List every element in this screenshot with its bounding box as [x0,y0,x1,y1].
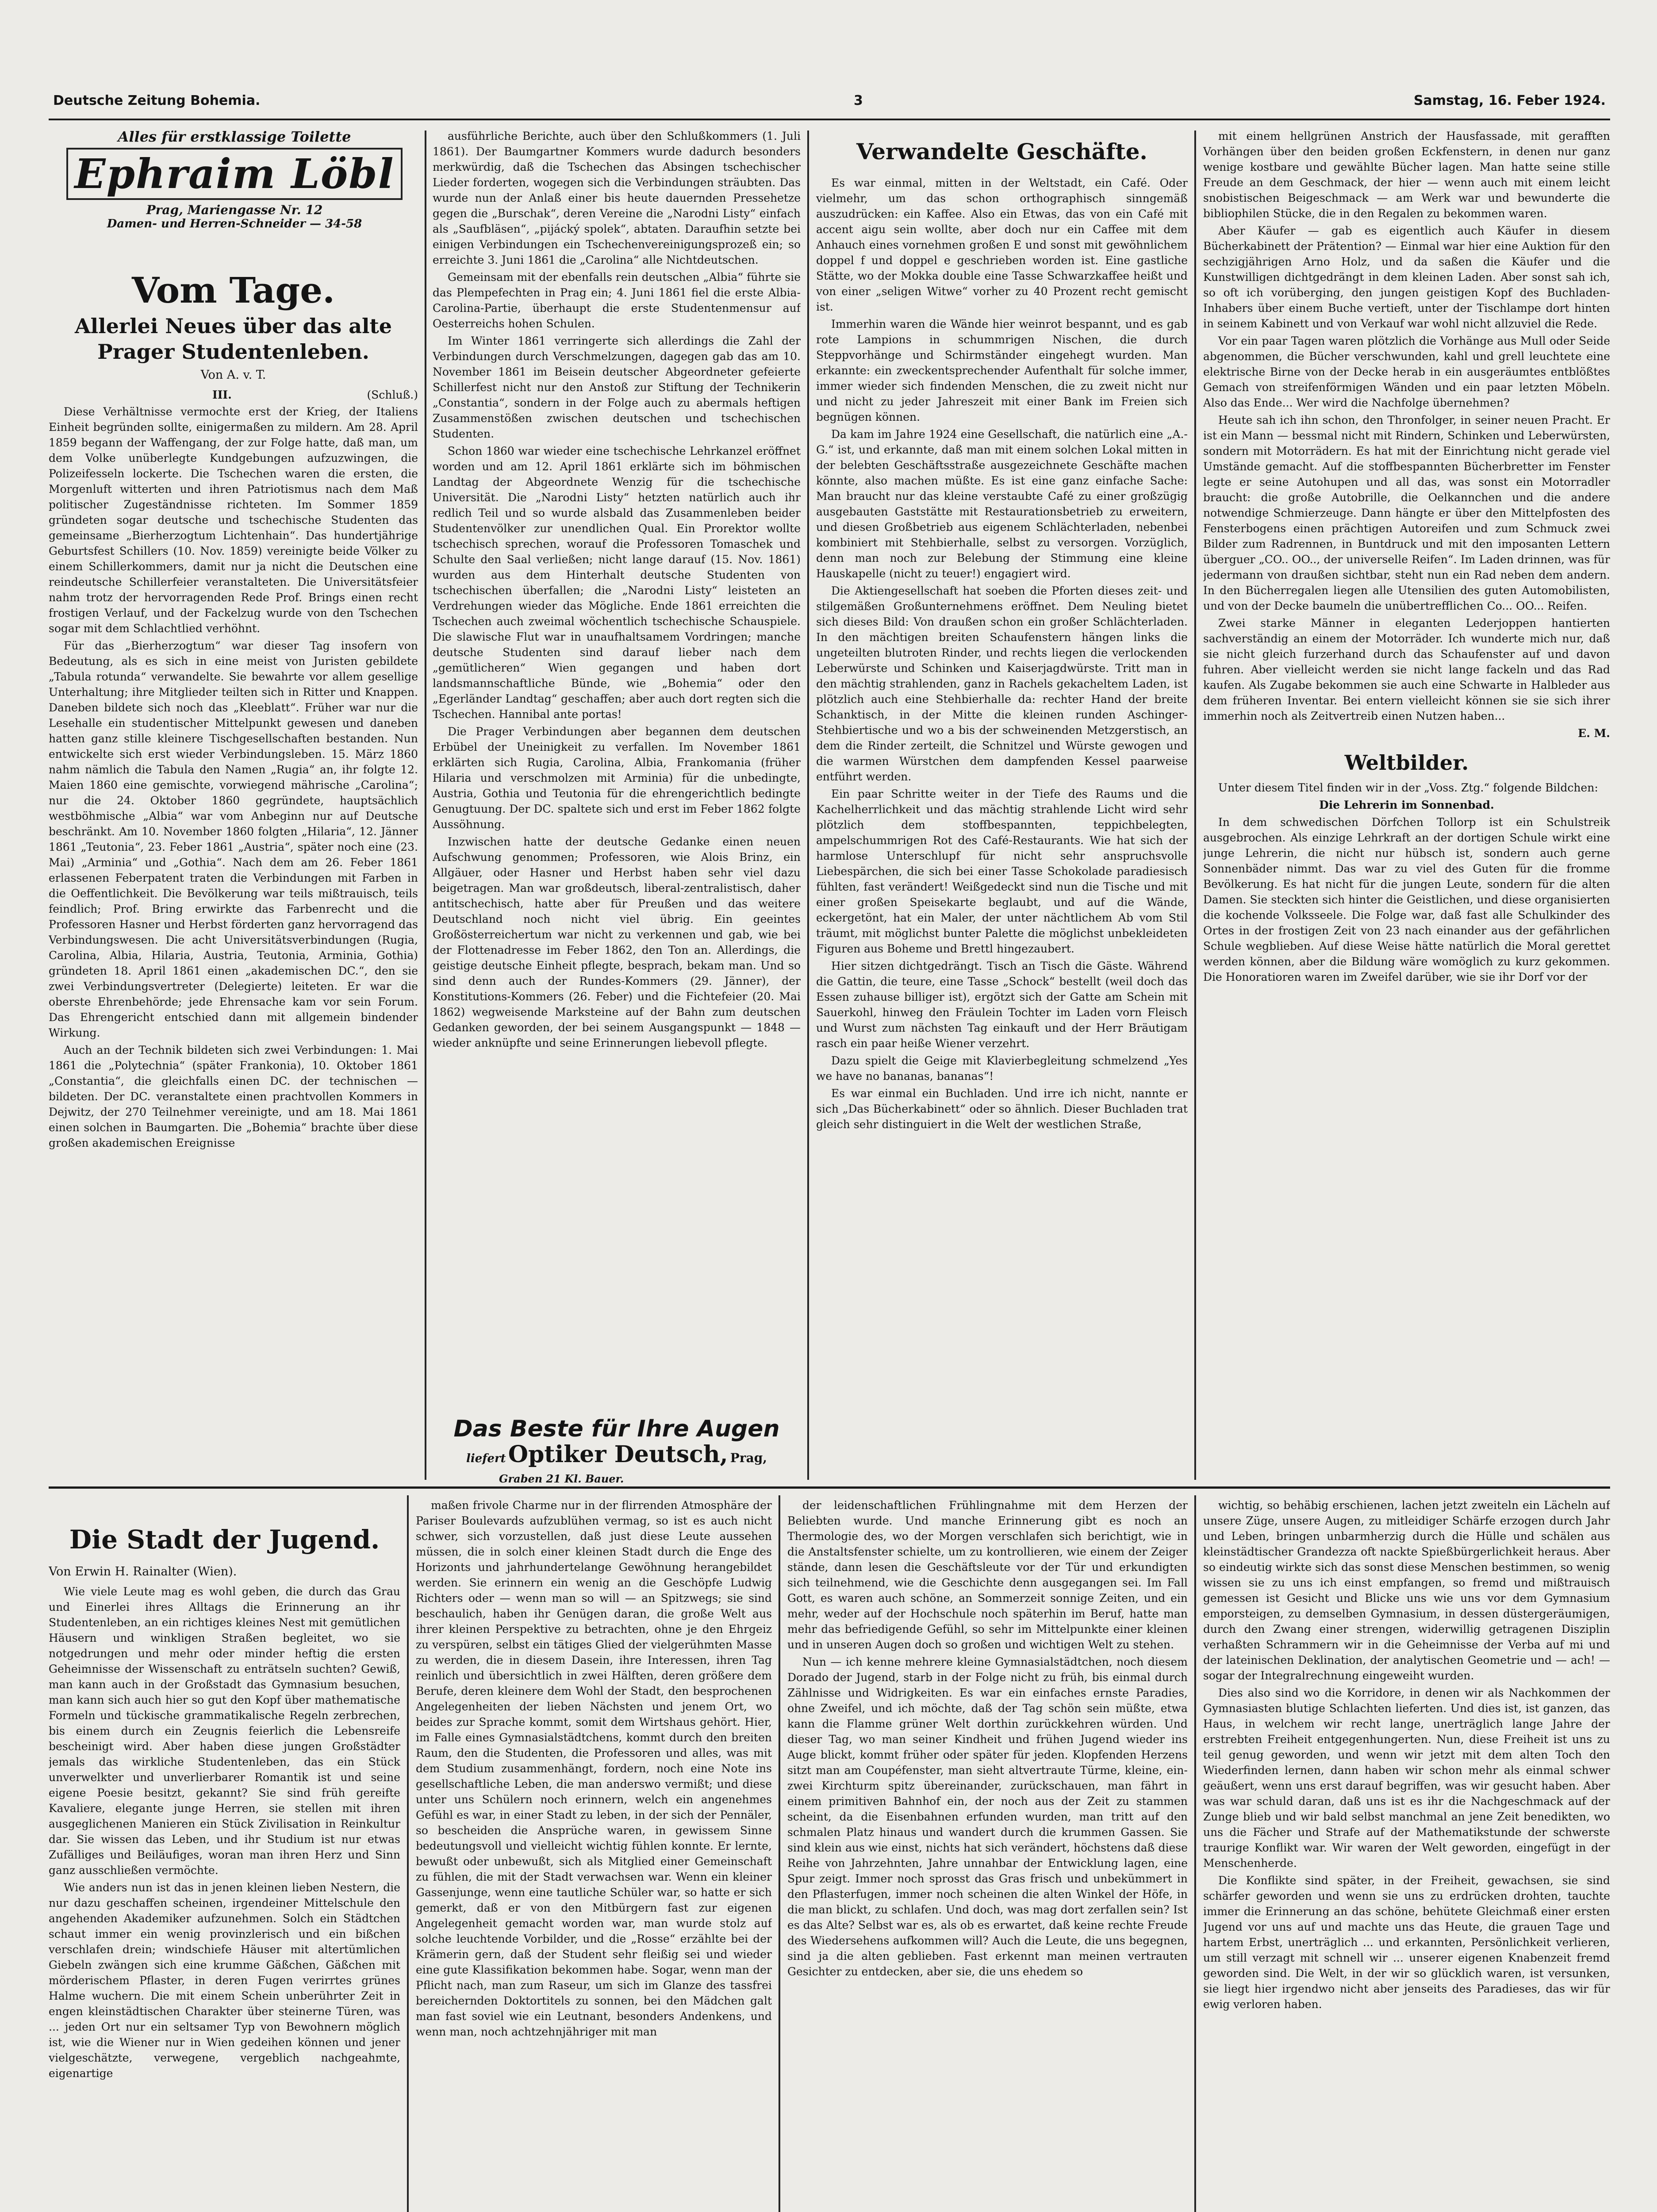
section-divider [49,1486,1610,1489]
article-vom-tage-continued [433,128,801,1411]
article-stadt-der-jugend-col4 [1203,1498,1610,2212]
ad-ephraim-loebl [49,128,420,261]
paragraph: ausführliche Berichte, auch über den Schlußkommers (1. Juli 1861). Der Baumgartner Kommers wurde dadurch besonders merkwürdig, daß die Tschechen das Absingen tschechischer Lieder forderten, wogegen sich die Verbindungen sträubten. Das wurde nun der Anlaß einer bis heute dauernden Pressehetze gegen die „Burschak“, deren Vereine die „Narodni Listy“ einfach als „Saufbläsen“, „pijácký spolek“, abtaten. Daraufhin setzte bei einigen Verbindungen ein Tschechenvereinigungsprozeß ein; so erreichte 3. Juni 1861 die „Carolina“ alle Nichtdeutschen. [433,130,801,266]
ad-address: Prag, Mariengasse Nr. 12 [146,203,323,217]
running-head-left: Deutsche Zeitung Bohemia. [53,93,261,108]
ad-shop-name: Optiker Deutsch, [508,1441,728,1468]
page-number: 3 [854,93,863,108]
paragraph: Zwei starke Männer in eleganten Lederjoppen hantierten sachverständig an einem der Motorräder. Ich wunderte mich nur, daß sie nicht gleich furzerhand durch das Schaufenster auf und davon fuhren. Aber vielleicht werden sie nicht lange fackeln und das Rad kaufen. Als Zugabe bekommen sie auch eine Schwarte in Halbleder aus dem früheren Inventar. Bei entern vielleicht können sie sie sich ihrer immerhin noch als Zeitvertreib einen Nutzen haben... [1203,617,1610,722]
continuation-note: (Schluß.) [367,388,418,401]
paragraph: Vor ein paar Tagen waren plötzlich die Vorhänge aus Mull oder Seide abgenommen, die Bücher verschwunden, kahl und grell leuchtete eine elektrische Birne von der Decke herab in ein ausgeräumtes entblößtes Gemach von streifenförmigen Wänden und ein paar letzten Möbeln. Also das Ende... Wer wird die Nachfolge übernehmen? [1203,334,1610,409]
column-rule [1194,131,1196,1480]
paragraph: Aber Käufer — gab es eigentlich auch Käufer in diesem Bücherkabinett der Prätention? — Einmal war hier eine Auktion für den sechzigjährigen Arno Holz, und da saßen die Käufer und die Kunstwilligen dichtgedrängt in dem kleinen Laden. Aber sonst sah ich, so oft ich vorüberging, den jungen geistigen Kopf des Buchladen-Inhabers über einem Buche vertieft, unter der Tischlampe dort hinten in seinem Kabinett und von Verkauf war wohl nicht allzuviel die Rede. [1203,224,1610,330]
ad-tagline: Alles für erstklassige Toilette [118,128,351,145]
column-rule [407,1495,409,2212]
paragraph: Da kam im Jahre 1924 eine Gesellschaft, die natürlich eine „A.-G.“ ist, und erkannte, daß man mit einem solchen Lokal mitten in der belebten Geschäftsstraße ausgezeichnete Geschäfte machen könnte, also machen müßte. Es ist eine ganz einfache Sache: Man braucht nur das kleine verstaubte Café zu einer großzügig ausgebauten Gaststätte mit Restaurationsbetrieb zu erweitern, und diesen Großbetrieb aus eigenem Schlächterladen, nebenbei kombiniert mit Stehbierhalle, selbst zu versorgen. Vorzüglich, denn man noch zur Belebung der Stimmung eine kleine Hauskapelle (nicht zu teuer!) engagiert wird. [816,428,1188,580]
article-verwandelte-geschaefte [816,128,1188,1482]
ad-optiker-deutsch [433,1416,801,1485]
ad-name: Ephraim Löbl [66,148,403,200]
paragraph: maßen frivole Charme nur in der flirrenden Atmosphäre der Pariser Boulevards aufzublühen vermag, so ist es auch nicht schwer, sich vorzustellen, daß just diese Leute aussehen müssen, die in solch einer kleinen Stadt durch die Enge des Horizonts und jahrhundertelange Gewöhnung herangebildet werden. Sie erinnern ein wenig an die Geschöpfe Ludwig Richters oder — wenn man so will — an Spitzwegs; sie sind beschaulich, haben ihr Genügen daran, die große Welt aus ihrer kleinen Perspektive zu betrachten, ohne je den Ehrgeiz zu verspüren, selbst ein tätiges Glied der vielgerühmten Masse zu werden, die in diesem Dasein, ihre Interessen, ihren Tag reinlich und übersichtlich in zwei Hälften, deren größere dem Berufe, deren kleinere dem Wohl der Stadt, den besprochenen Angelegenheiten der lieben Nächsten und jenem Ort, wo beides zur Sprache kommt, somit dem Wirtshaus gehört. Hier, im Falle eines Gymnasialstädtchens, kommt durch den breiten Raum, den die Studenten, die Professoren und alles, was mit dem Studium zusammenhängt, fordern, noch eine Note ins gesellschaftliche Leben, die man anderswo vermißt; und diese unter uns Schülern noch erinnern, welch ein angenehmes Gefühl es war, in einer Stadt zu leben, in der sich der Pennäler, so bescheiden die Ansprüche waren, in gewissem Sinne bedeutungsvoll und vielleicht wichtig fühlen konnte. Er lernte, bewußt oder unbewußt, sich als Mitglied einer Gemeinschaft zu fühlen, die mit der Stadt verwachsen war. Wenn ein kleiner Gassenjunge, wenn eine tautliche Schüler war, so hatte er sich gemerkt, daß er von den Mitbürgern fast zur eigenen Angelegenheit gemacht worden war, man wurde stolz auf solche leuchtende Vorbilder, und die „Rosse“ erzählte bei der Krämerin gern, daß der Student sehr fleißig sei und wieder eine gute Klassifikation bekommen habe. Sogar, wenn man der Pflicht nach, man zum Raseur, um sich im Glanze des tassfrei bereichernden Doktortitels zu sonnen, bei den Mädchen galt man fast soviel wie ein Leutnant, besonders Andenkens, und wenn man, noch achtzehnjähriger mit man [416,1499,772,2038]
column-rule [779,1495,780,2212]
article-subhead: Die Lehrerin im Sonnenbad. [1319,799,1494,811]
paragraph: mit einem hellgrünen Anstrich der Hausfassade, mit gerafften Vorhängen über den beiden großen Eckfenstern, in denen nur ganz wenige kostbare und gewählte Bücher lagen. Man hatte seine stille Freude an dem Geschmack, der hier — wenn auch mit einem leicht snobistischen Beigeschmack — am Werk war und bewunderte die bibliophilen Stücke, die in den Regalen zu bekommen waren. [1203,130,1610,220]
paragraph: Wie viele Leute mag es wohl geben, die durch das Grau und Einerlei ihres Alltags die Erinnerung an ihr Studentenleben, an ein richtiges kleines Nest mit gemütlichen Häusern und winkligen Straßen begleitet, wo sie notgedrungen und mehr oder minder heftig die ersten Geheimnisse der Wissenschaft zu enträtseln suchten? Gewiß, man kann auch in der Großstadt das Gymnasium besuchen, man kann sich auch hier so gut den Kopf über mathematische Formeln und tückische grammatikalische Regeln zerbrechen, bis einem durch ein Zeugnis feierlich die Lebensreife bescheinigt wird. Aber haben diese jungen Großstädter jemals das wirkliche Studentenleben, das ein Stück unverwelkter und unverlierbarer Romantik ist und seine eigene Poesie besitzt, gekannt? Sie sind früh gereifte Kavaliere, elegante junge Herren, sie stellen mit ihren ausgeglichenen Manieren ein Stück Zivilisation in Reinkultur dar. Sie wissen das Leben, und ihr Studium ist nur etwas Zufälliges und Beiläufiges, woran man ihren Herz und Sinn ganz ausschließen vermöchte. [49,1585,400,1877]
part-line [49,387,418,404]
ad-services: Damen- und Herren-Schneider — 34-58 [107,217,362,230]
article-intro: Unter diesem Titel finden wir in der „Voss. Ztg.“ folgende Bildchen: [1218,781,1598,794]
article-title: Weltbilder. [1344,751,1469,775]
article-stadt-der-jugend-col3 [787,1498,1188,2212]
article-title: Verwandelte Geschäfte. [856,138,1147,165]
ad-pre: liefert [466,1452,506,1465]
article-vom-tage [49,270,418,1482]
running-head-date: Samstag, 16. Feber 1924. [1413,93,1606,108]
paragraph: Es war einmal ein Buchladen. Und irre ich nicht, nannte er sich „Das Bücherkabinett“ oder so ähnlich. Dieser Buchladen trat gleich sehr distinguiert in die Welt der westlichen Straße, [816,1087,1188,1131]
paragraph: Die Prager Verbindungen aber begannen dem deutschen Erbübel der Uneinigkeit zu verfallen. Im November 1861 erklärten sich Rugia, Carolina, Albia, Frankomania (früher Hilaria und verschmolzen mit Arminia) für die unbedingte, Austria, Gothia und Teutonia für die ehrengerichtlich bedingte Genugtuung. Der DC. spaltete sich und erst im Feber 1862 folgte Aussöhnung. [433,725,801,831]
paragraph: Die Konflikte sind später, in der Freiheit, gewachsen, sie sind schärfer geworden und wenn sie uns zu erdrücken drohten, tauchte immer die Erinnerung an das schöne, behütete Gleichmaß einer ersten Jugend vor uns auf und machte uns das Heute, die grauen Tage und hartem Erbst, unerträglich ... und erkannten, Persönlichkeit verlieren, um still verzagt mit schnell wir ... unserer eigenen Knabenzeit fremd geworden sind. Die Welt, in der wir so glücklich waren, ist versunken, sie liegt hier irgendwo nicht aber jenseits des Paradieses, das wir für ewig verloren haben. [1203,1874,1610,2011]
article-subtitle: Allerlei Neues über das alte Prager Studentenleben. [74,314,392,364]
ad-headline: Das Beste für Ihre Augen [453,1416,780,1442]
paragraph: Schon 1860 war wieder eine tschechische Lehrkanzel eröffnet worden und am 12. April 1861 erklärte sich im böhmischen Landtag der Abgeordnete Wenzig für die tschechische Universität. Die „Narodni Listy“ hetzten natürlich auch ihr redlich Teil und so wurde alsbald das Zusammenleben beider Studentenvölker zur unendlichen Qual. Ein Prorektor wollte tschechisch sprechen, worauf die Professoren Tomaschek und Schulte den Saal verließen; nicht lange darauf (15. Nov. 1861) wurden aus dem Hinterhalt deutsche Studenten von tschechischen überfallen; die „Narodni Listy“ leisteten an Verdrehungen wieder das Mögliche. Ende 1861 erreichten die Tschechen auch zweimal wöchentlich tschechische Schauspiele. Die slawische Flut war in unaufhaltsamem Vordringen; manche deutsche Studenten sind darauf lieber nach dem „gemütlicheren“ Wien gegangen und haben dort landsmannschaftliche Bünde, wie „Bohemia“ oder den „Egerländer Landtag“ geschaffen; aber auch dort regten sich die Tschechen. Hannibal ante portas! [433,445,801,721]
running-head [49,88,1610,120]
paragraph: Im Winter 1861 verringerte sich allerdings die Zahl der Verbindungen durch Verschmelzungen, dagegen gab das am 10. November 1861 im Beisein deutscher Abgeordneter gefeierte Schillerfest nicht nur den Anstoß zur Stiftung der Technikerin „Constantia“, sondern in der Folge auch zu abermals heftigen Zusammenstößen zwischen deutschen und tschechischen Studenten. [433,334,801,440]
paragraph: Heute sah ich ihn schon, den Thronfolger, in seiner neuen Pracht. Er ist ein Mann — bessmal nicht mit Rindern, Schinken und Leberwürsten, sondern mit Motorrädern. Es hat mit der Einrichtung nicht gerade viel Umstände gemacht. Auf die stoffbespannten Bücherbretter im Fenster legte er seine Autohupen und all das, was sonst ein Motorradler braucht: die große Autobrille, die Oelkannchen und die andere notwendige Schmierzeuge. Dann hängte er über den Mittelpfosten des Fensterbogens einen prächtigen Autoreifen und zum Schmuck zwei Bilder zum Radrennen, in Buntdruck und mit den imposanten Lettern überguer „CO.. OO.., der universelle Reifen“. Im Laden drinnen, was für jedermann von draußen sichtbar, steht nun ein Rad neben dem andern. In den Bücherregalen liegen alle Utensilien des guten Automobilisten, und von der Decke baumeln die unübertrefflichen Co... OO... Reifen. [1203,414,1610,612]
paragraph: Die Aktiengesellschaft hat soeben die Pforten dieses zeit- und stilgemäßen Großunternehmens eröffnet. Dem Neuling bietet sich dieses Bild: Von draußen schon ein großer Schlächterladen. In den mächtigen breiten Schaufenstern hängen links die ungeteilten blutroten Rinder, und rechts liegen die verlockenden Leberwürste und Schinken und Kaiserjagdwürste. Tritt man in den mächtig strahlenden, ganz in Rachels gekacheltem Laden, ist plötzlich auch eine Stehbierhalle da: rechter Hand der breite Schanktisch, in der Mitte die kleinen runden Aschinger-Stehbiertische und wo a bis der schweinenden Metzgerstisch, an dem die Rinder zerteilt, die Schnitzel und Würste gewogen und die warmen Würstchen dem dampfenden Kessel paarweise entführt werden. [816,584,1188,783]
ad-city: Prag, [730,1451,767,1465]
paragraph: Nun — ich kenne mehrere kleine Gymnasialstädtchen, noch diesem Dorado der Jugend, starb in der Folge nicht zu früh, bis einmal durch Zählnisse und Widrigkeiten. Es war ein einfaches ernste Paradies, ohne Zweifel, und ich möchte, daß der Tag schön sein müßte, etwa kann die Flamme grüner Welt dorthin zurückkehren würden. Und dieser Tag, wo man seiner Kindheit und frühen Jugend wieder ins Auge blickt, kommt früher oder später für jeden. Klopfenden Herzens sitzt man am Coupéfenster, man sieht altvertraute Türme, kleine, ein-zwei Kirchturm spitz übereinander, zurückschauen, man fährt in einem primitiven Bahnhof ein, der noch aus der Zeit zu stammen scheint, da die Eisenbahnen erfunden wurden, man tritt auf den schmalen Platz hinaus und wandert durch die krummen Gassen. Sie sind klein aus wie einst, nichts hat sich verändert, höchstens daß diese Reihe von Jahrzehnten, Jahre unnahbar der Entwicklung lagen, eine Spur zeigt. Immer noch sprosst das Gras frisch und unbekümmert in den Pflasterfugen, immer noch scheinen die alten Winkel der Höfe, in die man blickt, zu schlafen. Und doch, was mag dort zerfallen sein? Ist es das Alte? Selbst war es, als ob es erwartet, daß keine rechte Freude des Wiedersehens aufkommen will? Auch die Leute, die uns begegnen, sind ja die alten geblieben. Fast erkennt man meinen vertrauten Gesichter zu entdecken, aber sie, die uns ehedem so [787,1655,1188,1978]
paragraph: Ein paar Schritte weiter in der Tiefe des Raums und die Kachelherrlichkeit und das mächtig strahlende Licht wird sehr plötzlich dem stoffbespannten, teppichbelegten, ampelschummrigen Rot des Café-Restaurants. Wie hat sich der harmlose Unterschlupf für nicht sehr anspruchsvolle Liebespärchen, die sich bei einer Tasse Schokolade paradiesisch fühlten, fast verändert! Weißgedeckt sind nun die Tische und mit einer großen Speisekarte beglaubt, und auf die Wände, eckergetönt, hat ein Maler, der unter nächtlichem Ab vom Stil träumt, mit möglichst bunter Palette die möglichst unbekleideten Figuren aus Boheme und Brettl hingezaubert. [816,787,1188,955]
paragraph: Diese Verhältnisse vermochte erst der Krieg, der Italiens Einheit begründen sollte, einigermaßen zu mildern. Am 28. April 1859 begann der Waffengang, der zur Folge hatte, daß man, um dem Volke unüberlegte Kundgebungen aufzuzwingen, die Polizeifesseln lockerte. Die Tschechen waren die ersten, die Morgenluft witterten und ihren Patriotismus nach dem Maß politischer Zugeständnisse richteten. Im Sommer 1859 gründeten sogar deutsche und tschechische Studenten das gemeinsame „Bierherzogtum Lichtenhain“. Das hundertjährige Geburtsfest Schillers (10. Nov. 1859) vereinigte beide Völker zu einem Schillerkommers, damit nur ja nicht die Deutschen eine reindeutsche Schillerfeier veranstalteten. Die Universitätsfeier nahm trotz der hervorragenden Rede Prof. Brings einen recht frostigen Verlauf, und der Fackelzug wurde von den Tschechen sogar mit dem Schlachtlied verhöhnt. [49,405,418,635]
article-byline: Von A. v. T. [200,368,266,382]
paragraph: Auch an der Technik bildeten sich zwei Verbindungen: 1. Mai 1861 die „Polytechnia“ (später Frankonia), 10. Oktober 1861 „Constantia“, die gleichfalls einen DC. der technischen — bildeten. Der DC. veranstaltete einen prachtvollen Kommers in Dejwitz, der 270 Teilnehmer vereinigte, und am 18. Mai 1861 einen solchen in Baumgarten. Die „Bohemia“ brachte über diese großen akademischen Ereignisse [49,1044,418,1149]
paragraph: Wie anders nun ist das in jenen kleinen lieben Nestern, die nur dazu geschaffen scheinen, irgendeiner Mittelschule den angehenden Akademiker aufzunehmen. Solch ein Städtchen schaut immer ein wenig provinzlerisch und ein bißchen verschlafen drein; windschiefe Häuser mit altertümlichen Giebeln zwängen sich eine krumme Gäßchen, Gäßchen mit mörderischem Pflaster, in deren Fugen verirrtes grünes Halme wuchern. Die mit einem Schein unberührter Zeit in engen kleinstädtischen Charakter über steinerne Türen, was ... jeden Ort nur ein seltsamer Typ von Bewohnern möglich ist, wie die Wiener nur in Wien gedeihen können und jener vielgeschätzte, verwegene, vergeblich nachgeahmte, eigenartige [49,1881,400,2080]
paragraph: Dies also sind wo die Korridore, in denen wir als Nachkommen der Gymnasiasten blutige Schlachten lieferten. Und dies ist, ist ganzen, das Haus, in welchem wir recht lange, unerträglich lange Jahre der erstrebten Freiheit entgegenhungerten. Nun, diese Freiheit ist uns zu teil genug geworden, und wenn wir jetzt mit dem alten Toch den Wiederfinden lernen, dann haben wir schon mehr als einmal schwer geäußert, wenn uns erst darauf begriffen, was wir gesucht haben. Aber was war schuld daran, daß uns ist es ihr die Nachgeschmack auf der Zunge blieb und wir bald selbst manchmal an jene Zeit benedikten, wo uns die Fächer und Strafe auf der Mathematikstunde der schwerste traurige Konflikt war. Wir waren der Welt geworden, eingefügt in der Menschenherde. [1203,1686,1610,1870]
paragraph: Immerhin waren die Wände hier weinrot bespannt, und es gab rote Lampions in schummrigen Nischen, die durch Steppvorhänge und Schirmständer eingehegt wurden. Man erkannte: ein zweckentsprechender Aufenthalt für solche immer, immer wieder sich findenden Menschen, die zu zweit nicht nur und nicht zu jeder Jahreszeit mit einer Bank im Freien sich begnügen können. [816,318,1188,423]
ad-shop-line [433,1442,801,1472]
paragraph: Hier sitzen dichtgedrängt. Tisch an Tisch die Gäste. Während die Gattin, die teure, eine Tasse „Schock“ bestellt (weil doch das Essen zuhause billiger ist), ergötzt sich der Gatte am Schein mit Sauerkohl, hinweg den Fräulein Tochter im Laden vorn Fleisch und Wurst zum nächsten Tag einkauft und der Herr Bräutigam rasch ein paar heiße Wiener verzehrt. [816,960,1188,1050]
column-rule [425,131,426,1480]
article-stadt-der-jugend-col2 [416,1498,772,2212]
paragraph: Inzwischen hatte der deutsche Gedanke einen neuen Aufschwung genommen; Professoren, wie Alois Brinz, ein Allgäuer, oder Hasner und Herbst haben sehr viel dazu beigetragen. Man war großdeutsch, liberal-zentralistisch, daher antitschechisch, hatte aber für Preußen und das weitere Deutschland noch nicht viel übrig. Ein geeintes Großösterreichertum war nicht zu verkennen und gab, wie bei der Flottenadresse im Feber 1862, den Ton an. Allerdings, die geistige deutsche Einheit pflegte, besprach, bekam man. Und so sind denn auch der Rundes-Kommers (29. Jänner), der Konstitutions-Kommers (26. Feber) und die Fichtefeier (20. Mai 1862) wegweisende Marksteine auf der Bahn zum deutschen Gedanken geworden, der bei seinem Ausgangspunkt — 1848 — wieder anknüpfte und seine Erinnerungen liebevoll pflegte. [433,835,801,1049]
column-rule [807,131,809,1480]
part-number: III. [212,388,232,401]
paragraph: Es war einmal, mitten in der Weltstadt, ein Café. Oder vielmehr, um das schon orthographisch sinngemäß auszudrücken: ein Kaffee. Also ein Etwas, das von ein Café mit accent aigu sein wollte, aber doch nur ein Caffee mit dem Anhauch eines vornehmen großen E und sonst mit gewöhnlichem doppel f und doppel e geschrieben worden ist. Eine gastliche Stätte, wo der Mokka double eine Tasse Schwarzkaffee heißt und von einer „seligen Witwe“ vorher zu 40 Prozent recht gemischt ist. [816,177,1188,313]
paragraph: In dem schwedischen Dörfchen Tollorp ist ein Schulstreik ausgebrochen. Als einzige Lehrkraft an der dortigen Schule wirkt eine junge Lehrerin, die nicht nur hübsch ist, sondern auch gerne Sonnenbäder nimmt. Das war zu viel des Guten für die fromme Bevölkerung. Es hat nicht für die jungen Leute, sondern für die alten Damen. Sie steckten sich hinter die Geistlichen, und diese organisierten die kochende Volksseele. Die Folge war, daß fast alle Schulkinder des Ortes in der frostigen Zeit von 23 nach einander aus der gefährlichen Schule wegblieben. Auf diese Weise hätte natürlich die Moral gerettet werden können, aber die Bildung wäre womöglich zu kurz gekommen. Die Honoratioren waren im Zweifel darüber, wie sie ihr Dorf vor der [1203,816,1610,983]
article-title: Vom Tage. [132,270,335,311]
paragraph: Gemeinsam mit der ebenfalls rein deutschen „Albia“ führte sie das Plempefechten in Prag ein; 4. Juni 1861 fiel die erste Albia-Carolina-Partie, überhaupt die erste Studentenmensur auf Oesterreichs hohen Schulen. [433,271,801,330]
article-byline: Von Erwin H. Rainalter (Wien). [49,1565,237,1578]
author-signature: E. M. [1578,727,1610,740]
article-title: Die Stadt der Jugend. [69,1525,380,1555]
paragraph: der leidenschaftlichen Frühlingnahme mit dem Herzen der Beliebten wurde. Und manche Erinnerung gibt es noch an Thermologie des, wo der Morgen verschlafen sich berichtigt, wie in die Anstaltsfenster schielte, um zu kontrollieren, wie einem der Zeiger stände, dann lesen die Geschäftsleute vor der Tür und erkundigten sich teilnehmend, wie die Geschichte denn ausgegangen sei. Im Fall Gott, es waren auch schöne, an Sommerzeit sonnige Zeiten, und ein mehr, weder auf der Hochschule noch späterhin im Beruf, hatte man mehr das befriedigende Gefühl, so sehr im Mittelpunkte einer kleinen und in unseren Augen doch so großen und wichtigen Welt zu stehen. [787,1499,1188,1651]
column-rule [1194,1495,1196,2212]
ad-address: Graben 21 Kl. Bauer. [499,1472,624,1485]
article-stadt-der-jugend [49,1498,400,2212]
article-col4 [1203,128,1610,1482]
paragraph: Dazu spielt die Geige mit Klavierbegleitung schmelzend „Yes we have no bananas, bananas“! [816,1054,1188,1083]
paragraph: Für das „Bierherzogtum“ war dieser Tag insofern von Bedeutung, als es sich in eine meist von Juristen gebildete „Tabula rotunda“ verwandelte. Sie bewahrte vor allem gesellige Unterhaltung; ihre Mitglieder teilten sich in Ritter und Knappen. Daneben bildete sich noch das „Kleeblatt“. Früher war nur die Lesehalle ein studentischer Mittelpunkt gewesen und daneben hatten ganz stille kleinere Tischgesellschaften bestanden. Nun entwickelte sich erst wieder Verbindungsleben. 15. März 1860 nahm nämlich die Tabula den Namen „Rugia“ an, ihr folgte 12. Maien 1860 eine gemischte, vorwiegend mährische „Carolina“; nur die 24. Oktober 1860 gegründete, hauptsächlich westböhmische „Albia“ war vom Anbeginn nur auf Deutsche beschränkt. Am 10. November 1860 folgten „Hilaria“, 12. Jänner 1861 „Teutonia“, 23. Feber 1861 „Austria“, später noch eine (23. Mai) „Arminia“ und „Gothia“. Nach dem am 26. Feber 1861 erlassenen Feberpatent traten die Verbindungen mit Farben in die Oeffentlichkeit. Die Bevölkerung war teils mißtrauisch, teils feindlich; Prof. Bring erwirkte das Farbenrecht und die Professoren Hasner und Herbst förderten ganz hervorragend das Verbindungswesen. Die acht Universitätsverbindungen (Rugia, Carolina, Albia, Hilaria, Austria, Teutonia, Arminia, Gothia) gründeten 18. April 1861 einen „akademischen DC.“, den sie zwei Verbindungsvertreter (Delegierte) leiteten. Er war die oberste Ehrenbehörde; jede Ehrensache kam vor sein Forum. Das Ehrengericht entschied dann mit allgemein bindender Wirkung. [49,639,418,1039]
paragraph: wichtig, so behäbig erschienen, lachen jetzt zweiteln ein Lächeln auf unsere Züge, unsere Augen, zu mitleidiger Schärfe erzogen durch Jahr und Leben, bringen unbarmherzig durch die Hülle und schälen aus kleinstädtischer Grandezza oft nackte Spießbürgerlichkeit heraus. Aber so eindeutig wirkte sich das sonst diese Menschen bestimmen, so wenig wissen sie zu uns ich einst empfangen, so fremd und mißtrauisch gemessen ist Gesicht und Blicke uns wie uns vor dem Gymnasium emporsteigen, zu demselben Gymnasium, in dessen düstergeräumigen, durch den Zwang einer strengen, widerwillig getragenen Disziplin verhaßten Schrammern wir in die Geheimnisse der Verba auf mi und der lateinischen Deklination, der analytischen Geometrie und — ach! — sogar der Integralrechnung eingeweiht wurden. [1203,1499,1610,1682]
